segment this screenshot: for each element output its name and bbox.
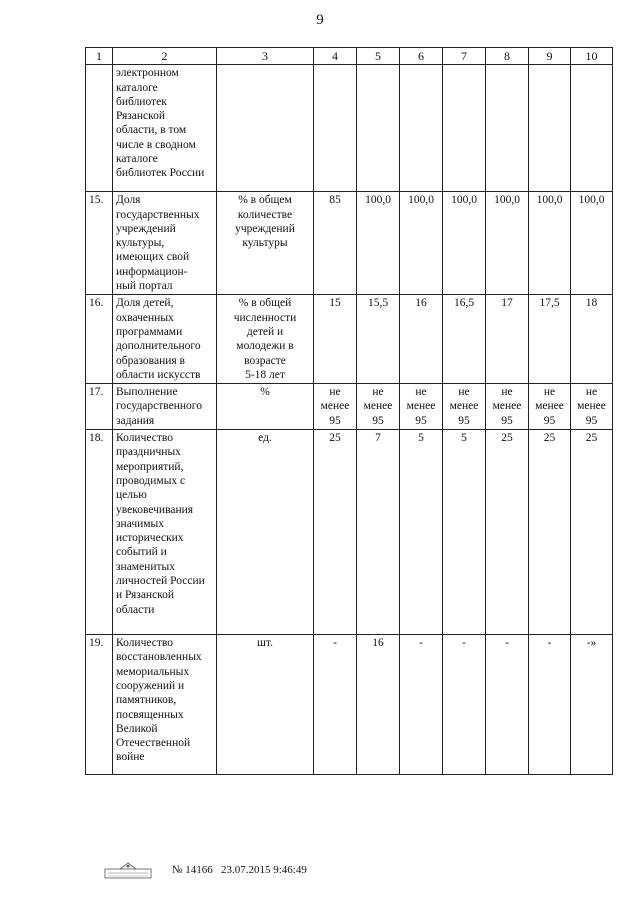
unit-line: детей и: [246, 325, 284, 338]
indicator-name-line: увековечивания: [116, 503, 194, 516]
column-header: 10: [571, 48, 613, 65]
value-cell: [314, 65, 357, 192]
unit-line: % в общей: [238, 297, 292, 310]
indicator-name-line: культуры,: [116, 237, 165, 250]
indicator-name: [113, 384, 217, 430]
indicator-name-line: праздничных: [116, 446, 181, 459]
indicator-name-line: государственных: [116, 208, 200, 221]
indicator-name-line: исторических: [116, 532, 184, 545]
value-cell: не менее 95: [443, 384, 486, 430]
indicator-name: [113, 192, 217, 295]
unit-line: ед.: [258, 432, 272, 445]
value-cell: 100,0: [443, 192, 486, 295]
table-row: [86, 295, 613, 384]
indicator-name: [113, 295, 217, 384]
footer: [104, 860, 307, 880]
indicator-name: [113, 635, 217, 775]
indicator-name-line: ный портал: [116, 280, 173, 293]
indicator-name: [113, 430, 217, 635]
indicator-name-line: личностей России: [116, 575, 205, 588]
unit-line: культуры: [242, 237, 288, 250]
page-number: 9: [316, 12, 324, 28]
column-header: 8: [486, 48, 529, 65]
value-cell: 15: [314, 295, 357, 384]
column-header: 4: [314, 48, 357, 65]
indicator-name-line: числе в сводном: [116, 138, 196, 151]
unit-of-measure: [217, 384, 314, 430]
table-row: [86, 430, 613, 635]
document-timestamp: 23.07.2015 9:46:49: [221, 864, 307, 876]
indicator-name-line: Количество: [116, 637, 173, 650]
unit-of-measure: [217, 295, 314, 384]
value-cell: -: [443, 635, 486, 775]
table-row: [86, 635, 613, 775]
indicator-name-line: целью: [116, 489, 147, 502]
column-header: 9: [529, 48, 571, 65]
unit-line: 5-18 лет: [245, 368, 285, 381]
indicator-name-line: библиотек: [116, 95, 167, 108]
indicator-name-line: программами: [116, 325, 183, 338]
value-cell: [571, 65, 613, 192]
indicator-name-line: электронном: [116, 67, 179, 80]
column-header: 3: [217, 48, 314, 65]
indicator-name: [113, 65, 217, 192]
unit-of-measure: [217, 430, 314, 635]
value-cell: не менее 95: [571, 384, 613, 430]
row-number: 17.: [86, 384, 113, 430]
value-cell: 16: [400, 295, 443, 384]
indicator-name-line: Выполнение: [116, 386, 178, 399]
unit-of-measure: [217, 635, 314, 775]
unit-line: % в общем: [238, 194, 292, 207]
indicator-name-line: области: [116, 603, 155, 616]
indicator-name-line: проводимых с: [116, 474, 186, 487]
value-cell: не менее 95: [314, 384, 357, 430]
value-cell: -: [314, 635, 357, 775]
value-cell: 100,0: [357, 192, 400, 295]
indicator-name-line: и Рязанской: [116, 589, 175, 602]
value-cell: [486, 65, 529, 192]
value-cell: 25: [571, 430, 613, 635]
value-cell: 85: [314, 192, 357, 295]
value-cell: 100,0: [400, 192, 443, 295]
indicator-name-line: образования в: [116, 354, 185, 367]
value-cell: 100,0: [529, 192, 571, 295]
value-cell: 16: [357, 635, 400, 775]
column-header: 2: [113, 48, 217, 65]
indicator-name-line: имеющих свой: [116, 251, 190, 264]
unit-line: учреждений: [235, 222, 295, 235]
value-cell: не менее 95: [486, 384, 529, 430]
value-cell: [400, 65, 443, 192]
value-cell: [529, 65, 571, 192]
value-cell: 16,5: [443, 295, 486, 384]
unit-line: численности: [233, 311, 297, 324]
column-header: 6: [400, 48, 443, 65]
row-number: 19.: [86, 635, 113, 775]
row-number: [86, 65, 113, 192]
row-number: 15.: [86, 192, 113, 295]
indicator-name-line: Великой: [116, 722, 158, 735]
unit-line: %: [260, 386, 270, 399]
value-cell: не менее 95: [529, 384, 571, 430]
value-cell: 25: [529, 430, 571, 635]
indicator-name-line: информацион-: [116, 265, 188, 278]
indicator-name-line: мемориальных: [116, 665, 190, 678]
unit-line: шт.: [257, 637, 273, 650]
row-number: 16.: [86, 295, 113, 384]
indicators-table: [85, 47, 613, 775]
unit-line: количестве: [237, 208, 293, 221]
indicator-name-line: Рязанской: [116, 110, 166, 123]
indicator-name-line: сооружений и: [116, 679, 185, 692]
indicator-name-line: дополнительного: [116, 340, 201, 353]
column-header: 7: [443, 48, 486, 65]
indicator-name-line: охваченных: [116, 311, 174, 324]
value-cell: 100,0: [571, 192, 613, 295]
value-cell: 15,5: [357, 295, 400, 384]
value-cell: 17: [486, 295, 529, 384]
government-emblem-icon: [104, 861, 152, 879]
value-cell: -: [400, 635, 443, 775]
unit-of-measure: [217, 65, 314, 192]
value-cell: 18: [571, 295, 613, 384]
value-cell: -: [486, 635, 529, 775]
column-header: 5: [357, 48, 400, 65]
value-cell: не менее 95: [357, 384, 400, 430]
indicator-name-line: памятников,: [116, 694, 177, 707]
indicator-name-line: знаменитых: [116, 560, 175, 573]
value-cell: [357, 65, 400, 192]
value-cell: 17,5: [529, 295, 571, 384]
unit-line: возрасте: [244, 354, 286, 367]
indicator-name-line: Отечественной: [116, 737, 191, 750]
indicator-name-line: восстановленных: [116, 651, 202, 664]
indicator-name-line: области, в том: [116, 124, 187, 137]
value-cell: 7: [357, 430, 400, 635]
table-row: [86, 65, 613, 192]
indicator-name-line: области искусств: [116, 368, 201, 381]
indicator-name-line: Доля детей,: [116, 297, 174, 310]
value-cell: -: [529, 635, 571, 775]
indicator-name-line: значимых: [116, 517, 165, 530]
value-cell: не менее 95: [400, 384, 443, 430]
table-row: [86, 192, 613, 295]
indicator-name-line: библиотек России: [116, 167, 205, 180]
indicator-name-line: Количество: [116, 432, 173, 445]
value-cell: 25: [314, 430, 357, 635]
value-cell: 5: [400, 430, 443, 635]
indicator-name-line: посвященных: [116, 708, 184, 721]
indicator-name-line: государственного: [116, 400, 202, 413]
indicator-name-line: Доля: [116, 194, 141, 207]
header-row: [86, 48, 613, 65]
indicator-name-line: задания: [116, 414, 155, 427]
document-number: № 14166: [172, 864, 213, 876]
unit-line: молодежи в: [236, 340, 294, 353]
row-number: 18.: [86, 430, 113, 635]
value-cell: -»: [571, 635, 613, 775]
table-row: [86, 384, 613, 430]
indicator-name-line: учреждений: [116, 222, 176, 235]
indicator-name-line: каталоге: [116, 81, 158, 94]
value-cell: [443, 65, 486, 192]
indicator-name-line: войне: [116, 751, 145, 764]
value-cell: 5: [443, 430, 486, 635]
indicator-name-line: каталоге: [116, 153, 158, 166]
indicator-name-line: мероприятий,: [116, 460, 184, 473]
indicator-name-line: событий и: [116, 546, 167, 559]
unit-of-measure: [217, 192, 314, 295]
column-header: 1: [86, 48, 113, 65]
value-cell: 25: [486, 430, 529, 635]
value-cell: 100,0: [486, 192, 529, 295]
